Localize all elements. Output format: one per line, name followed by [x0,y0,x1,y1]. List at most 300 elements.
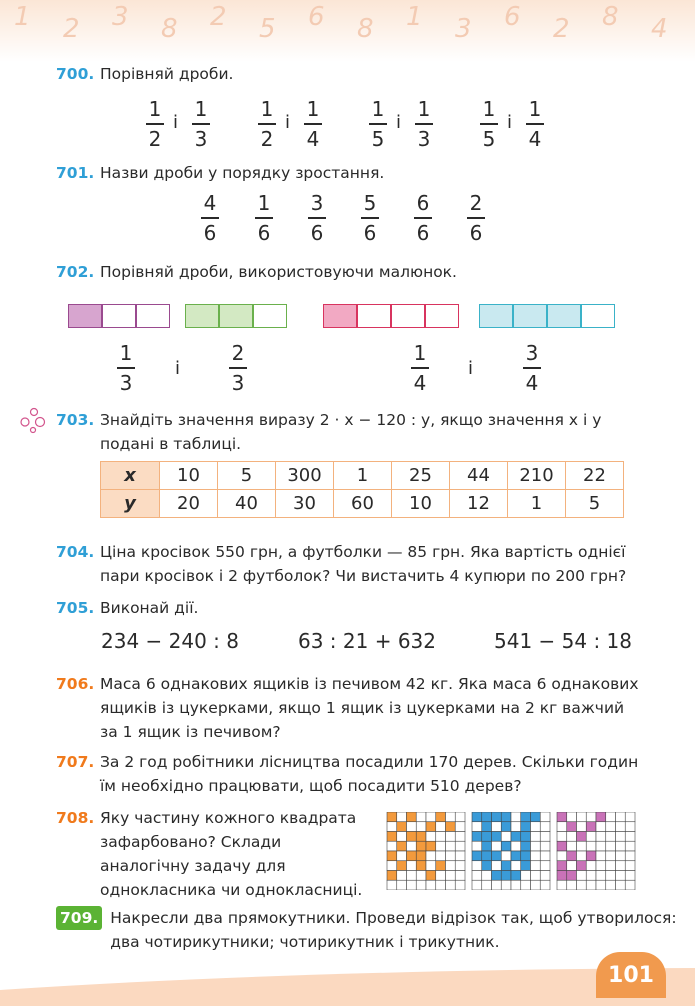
grid-cell-filled [521,822,531,832]
grid-cell-empty [436,871,446,881]
grid-cell-filled [521,851,531,861]
grid-cell-filled [482,822,492,832]
task-text-line: Знайдіть значення виразу 2 · x − 120 : y, якщо значення x і y [100,411,602,429]
grid-cell-empty [407,822,417,832]
fraction-strip [479,304,615,330]
grid-cell-empty [577,812,587,822]
fraction-bar [361,217,379,219]
strip-cell-filled [185,304,219,328]
grid-cell-empty [446,812,456,822]
table-cell-x: 5 [218,462,276,490]
denominator: 6 [469,220,483,245]
numerator: 1 [306,97,320,121]
grid-cell-empty [616,871,626,881]
grid-cell-empty [397,880,407,890]
grid-cell-empty [397,871,407,881]
task-number: 704. [56,543,95,561]
grid-cell-filled [501,861,511,871]
grid-cell-empty [540,871,550,881]
grid-square-3 [556,812,636,890]
grid-cell-filled [472,832,482,842]
grid-cell-empty [606,841,616,851]
task-text: Виконай дії. [100,599,199,617]
denominator: 6 [416,220,430,245]
grid-cell-filled [482,851,492,861]
numerator: 1 [417,97,431,121]
grid-cell-filled [501,812,511,822]
grid-cell-filled [596,812,606,822]
fraction-bar [117,367,135,369]
grid-cell-empty [472,822,482,832]
grid-cell-filled [416,832,426,842]
grid-cell-empty [596,880,606,890]
grid-cell-empty [616,822,626,832]
background-digit: 5 [259,14,276,44]
fraction-bar [146,123,164,125]
fraction-strip [323,304,459,330]
fraction [116,342,136,394]
task-number: 700. [56,65,95,83]
background-digit: 8 [602,2,619,32]
table-cell-x: 10 [160,462,218,490]
grid-cell-filled [436,812,446,822]
fraction [303,98,323,150]
fraction-bar [201,217,219,219]
denominator: 3 [194,126,208,151]
task-705 [56,596,198,620]
fraction-bar [369,123,387,125]
background-digit: 8 [357,14,374,44]
grid-cell-filled [501,841,511,851]
fraction-bar [308,217,326,219]
task-text-line: пари кросівок і 2 футболок? Чи вистачить 4 купюри по 200 грн? [100,567,627,585]
task-text-line: За 2 год робітники лісництва посадили 170 дерев. Скільки годин [100,753,639,771]
grid-cell-empty [501,851,511,861]
table-header-x: x [101,462,160,490]
task-number: 703. [56,411,95,429]
background-digit: 8 [161,14,178,44]
grid-cell-empty [567,812,577,822]
background-digit: 6 [308,2,325,32]
grid-cell-empty [416,880,426,890]
grid-cell-empty [616,880,626,890]
grid-cell-empty [577,880,587,890]
background-digit: 2 [553,14,570,44]
task-number: 705. [56,599,95,617]
table-cell-y: 10 [392,490,450,518]
strip-cell-filled [479,304,513,328]
grid-cell-empty [426,832,436,842]
grid-cell-empty [616,841,626,851]
grid-cell-empty [436,841,446,851]
fraction [479,98,499,150]
task-text-line: аналогічну задачу для [100,857,286,875]
grid-cell-filled [397,822,407,832]
grid-cell-filled [482,841,492,851]
circles-icon [18,406,48,434]
grid-cell-empty [511,880,521,890]
strip-cell-empty [391,304,425,328]
task-number: 701. [56,164,95,182]
grid-cell-empty [446,880,456,890]
table-row-x [101,462,624,490]
task-text-line: Накресли два прямокутники. Проведи відрізок так, щоб утворилося: [110,909,677,927]
grid-cell-filled [492,871,502,881]
grid-cell-filled [387,832,397,842]
grid-cell-filled [521,861,531,871]
grid-cell-empty [616,861,626,871]
grid-cell-empty [407,841,417,851]
grid-cell-empty [625,812,635,822]
grid-cell-empty [606,851,616,861]
task-number: 702. [56,263,95,281]
grid-cell-empty [586,812,596,822]
grid-cell-empty [606,822,616,832]
grid-cell-filled [521,841,531,851]
fraction [466,192,486,244]
grid-cell-empty [540,841,550,851]
grid-cell-empty [455,851,465,861]
grid-cell-empty [387,861,397,871]
grid-cell-empty [482,871,492,881]
grid-cell-filled [482,832,492,842]
grid-cell-empty [531,832,541,842]
task-700 [56,62,233,86]
grid-cell-filled [436,861,446,871]
numerator: 4 [203,191,217,215]
grid-cell-empty [455,822,465,832]
grid-cell-empty [397,832,407,842]
strip-cell-filled [513,304,547,328]
grid-cell-filled [557,812,567,822]
background-digit: 1 [14,2,31,32]
task-text: Порівняй дроби. [100,65,234,83]
grid-cell-empty [387,822,397,832]
grid-cell-empty [492,822,502,832]
grid-cell-empty [625,871,635,881]
grid-cell-empty [557,880,567,890]
denominator: 4 [528,126,542,151]
decorative-footer-wave [0,940,695,1006]
grid-cell-empty [625,880,635,890]
grid-cell-empty [625,832,635,842]
grid-cell-empty [482,880,492,890]
grid-cell-empty [511,861,521,871]
grid-cell-empty [557,832,567,842]
fraction [191,98,211,150]
grid-cell-filled [557,861,567,871]
background-digit: 1 [406,2,423,32]
grid-cell-filled [407,812,417,822]
grid-cell-empty [586,832,596,842]
grid-cell-filled [531,812,541,822]
fraction [307,192,327,244]
grid-cell-empty [387,841,397,851]
fraction-bar [229,367,247,369]
conjunction: і [507,112,513,133]
grid-cell-empty [596,871,606,881]
numerator: 1 [194,97,208,121]
grid-cell-filled [577,861,587,871]
grid-cell-empty [455,812,465,822]
table-cell-x: 25 [392,462,450,490]
denominator: 3 [119,370,133,395]
grid-cell-filled [557,841,567,851]
grid-cell-filled [521,832,531,842]
denominator: 4 [525,370,539,395]
table-row-y [101,490,624,518]
grid-cell-filled [426,822,436,832]
grid-cell-empty [387,880,397,890]
grid-cell-empty [531,841,541,851]
grid-cell-empty [606,812,616,822]
grid-cell-empty [586,871,596,881]
grid-cell-empty [531,871,541,881]
fraction [145,98,165,150]
grid-cell-filled [387,871,397,881]
fraction [368,98,388,150]
fraction [200,192,220,244]
grid-cell-filled [472,851,482,861]
numerator: 1 [119,341,133,365]
grid-cell-empty [567,841,577,851]
grid-cell-empty [521,880,531,890]
grid-cell-empty [596,861,606,871]
grid-cell-filled [407,832,417,842]
strip-cell-empty [253,304,287,328]
fraction [522,342,542,394]
table-cell-x: 210 [508,462,566,490]
grid-cell-empty [577,841,587,851]
grid-cell-empty [606,880,616,890]
grid-cell-empty [407,871,417,881]
fraction [257,98,277,150]
grid-cell-filled [501,822,511,832]
task-text-line: ящиків із цукерками, якщо 1 ящик із цукерками на 2 кг важчий [100,699,625,717]
grid-cell-filled [397,841,407,851]
fraction-bar [480,123,498,125]
fraction [360,192,380,244]
numerator: 1 [257,191,271,215]
fraction-bar [523,367,541,369]
task-708 [56,806,362,902]
numerator: 2 [231,341,245,365]
grid-cell-empty [416,822,426,832]
grid-cell-empty [521,871,531,881]
grid-cell-empty [416,812,426,822]
denominator: 5 [482,126,496,151]
grid-cell-empty [426,812,436,822]
denominator: 3 [231,370,245,395]
table-cell-y: 30 [276,490,334,518]
grid-cell-empty [492,880,502,890]
task-text-line: однокласника чи однокласниці. [100,881,363,899]
grid-cell-empty [446,871,456,881]
grid-cell-empty [557,822,567,832]
grid-cell-filled [511,851,521,861]
grid-cell-empty [616,832,626,842]
grid-cell-empty [472,880,482,890]
expression: 234 − 240 : 8 [101,629,239,653]
task-text-line: Ціна кросівок 550 грн, а футболки — 85 грн. Яка вартість однієї [100,543,626,561]
grid-cell-empty [577,851,587,861]
conjunction: і [175,358,181,379]
grid-cell-empty [446,832,456,842]
task-text-line: два чотирикутники; чотирикутник і трикутник. [110,933,500,951]
grid-cell-empty [625,822,635,832]
grid-cell-empty [596,832,606,842]
table-cell-x: 1 [334,462,392,490]
denominator: 2 [148,126,162,151]
conjunction: і [173,112,179,133]
strip-cell-empty [425,304,459,328]
grid-square-1 [386,812,466,890]
page-number: 101 [596,952,666,998]
grid-cell-empty [540,851,550,861]
grid-cell-filled [511,871,521,881]
fraction [525,98,545,150]
grid-cell-empty [472,871,482,881]
grid-cell-empty [501,880,511,890]
task-706 [56,672,639,744]
denominator: 6 [203,220,217,245]
grid-cell-empty [567,832,577,842]
numerator: 1 [528,97,542,121]
grid-square-2 [471,812,551,890]
grid-cell-filled [482,861,492,871]
grid-cell-filled [567,822,577,832]
fraction-bar [255,217,273,219]
fraction-bar [415,123,433,125]
strip-cell-empty [357,304,391,328]
grid-cell-empty [596,841,606,851]
conjunction: і [396,112,402,133]
grid-cell-filled [482,812,492,822]
background-digit: 6 [504,2,521,32]
background-digit: 3 [455,14,472,44]
decorative-header-band [0,0,695,62]
task-703 [56,408,601,456]
fraction [410,342,430,394]
fraction [413,192,433,244]
table-cell-y: 40 [218,490,276,518]
grid-cell-empty [606,871,616,881]
denominator: 5 [371,126,385,151]
task-text-line: за 1 ящик із печивом? [100,723,281,741]
grid-cell-empty [577,871,587,881]
table-cell-y: 1 [508,490,566,518]
table-cell-y: 60 [334,490,392,518]
numerator: 2 [469,191,483,215]
fraction-bar [467,217,485,219]
grid-cell-empty [625,851,635,861]
grid-cell-empty [446,861,456,871]
grid-cell-empty [531,880,541,890]
background-digit: 4 [651,14,668,44]
grid-cell-filled [492,851,502,861]
grid-cell-filled [416,861,426,871]
grid-cell-empty [531,851,541,861]
grid-cell-empty [492,841,502,851]
grid-cell-empty [455,861,465,871]
grid-cell-filled [586,822,596,832]
grid-cell-empty [596,851,606,861]
task-number: 707. [56,753,95,771]
grid-cell-empty [397,812,407,822]
denominator: 6 [310,220,324,245]
grid-cell-empty [446,851,456,861]
expression: 541 − 54 : 18 [494,629,632,653]
grid-cell-empty [586,841,596,851]
grid-cell-empty [531,861,541,871]
grid-cell-filled [416,851,426,861]
fraction-strip [185,304,287,330]
grid-cell-empty [426,880,436,890]
grid-cell-empty [472,841,482,851]
grid-cell-empty [567,880,577,890]
numerator: 1 [371,97,385,121]
grid-cell-empty [557,851,567,861]
numerator: 1 [148,97,162,121]
fraction-strip [68,304,170,330]
task-704 [56,540,626,588]
grid-cell-empty [436,880,446,890]
grid-cell-empty [616,851,626,861]
task-text: Назви дроби у порядку зростання. [100,164,385,182]
numerator: 5 [363,191,377,215]
fraction-bar [526,123,544,125]
grid-cell-filled [387,812,397,822]
numerator: 1 [413,341,427,365]
strip-cell-filled [323,304,357,328]
task-text-line: їм необхідно працювати, щоб посадити 510 дерев? [100,777,522,795]
grid-cell-empty [540,880,550,890]
grid-cell-empty [492,861,502,871]
table-cell-y: 12 [450,490,508,518]
strip-cell-filled [547,304,581,328]
grid-cell-filled [407,851,417,861]
grid-cell-empty [596,822,606,832]
grid-cell-empty [511,841,521,851]
grid-cell-empty [407,880,417,890]
grid-cell-empty [577,822,587,832]
grid-cell-empty [455,880,465,890]
fraction-bar [304,123,322,125]
grid-cell-filled [472,812,482,822]
grid-cell-empty [606,861,616,871]
strip-cell-filled [219,304,253,328]
table-cell-x: 44 [450,462,508,490]
fraction [228,342,248,394]
grid-cell-empty [567,861,577,871]
denominator: 4 [306,126,320,151]
grid-cell-empty [455,871,465,881]
numerator: 6 [416,191,430,215]
background-digit: 3 [112,2,129,32]
grid-cell-filled [446,822,456,832]
grid-cell-filled [501,871,511,881]
numerator: 3 [310,191,324,215]
table-cell-x: 300 [276,462,334,490]
strip-cell-empty [136,304,170,328]
fraction [414,98,434,150]
grid-cell-filled [492,812,502,822]
grid-cell-empty [436,822,446,832]
grid-cell-empty [540,861,550,871]
grid-cell-filled [492,832,502,842]
task-number: 706. [56,675,95,693]
background-digit: 2 [63,14,80,44]
